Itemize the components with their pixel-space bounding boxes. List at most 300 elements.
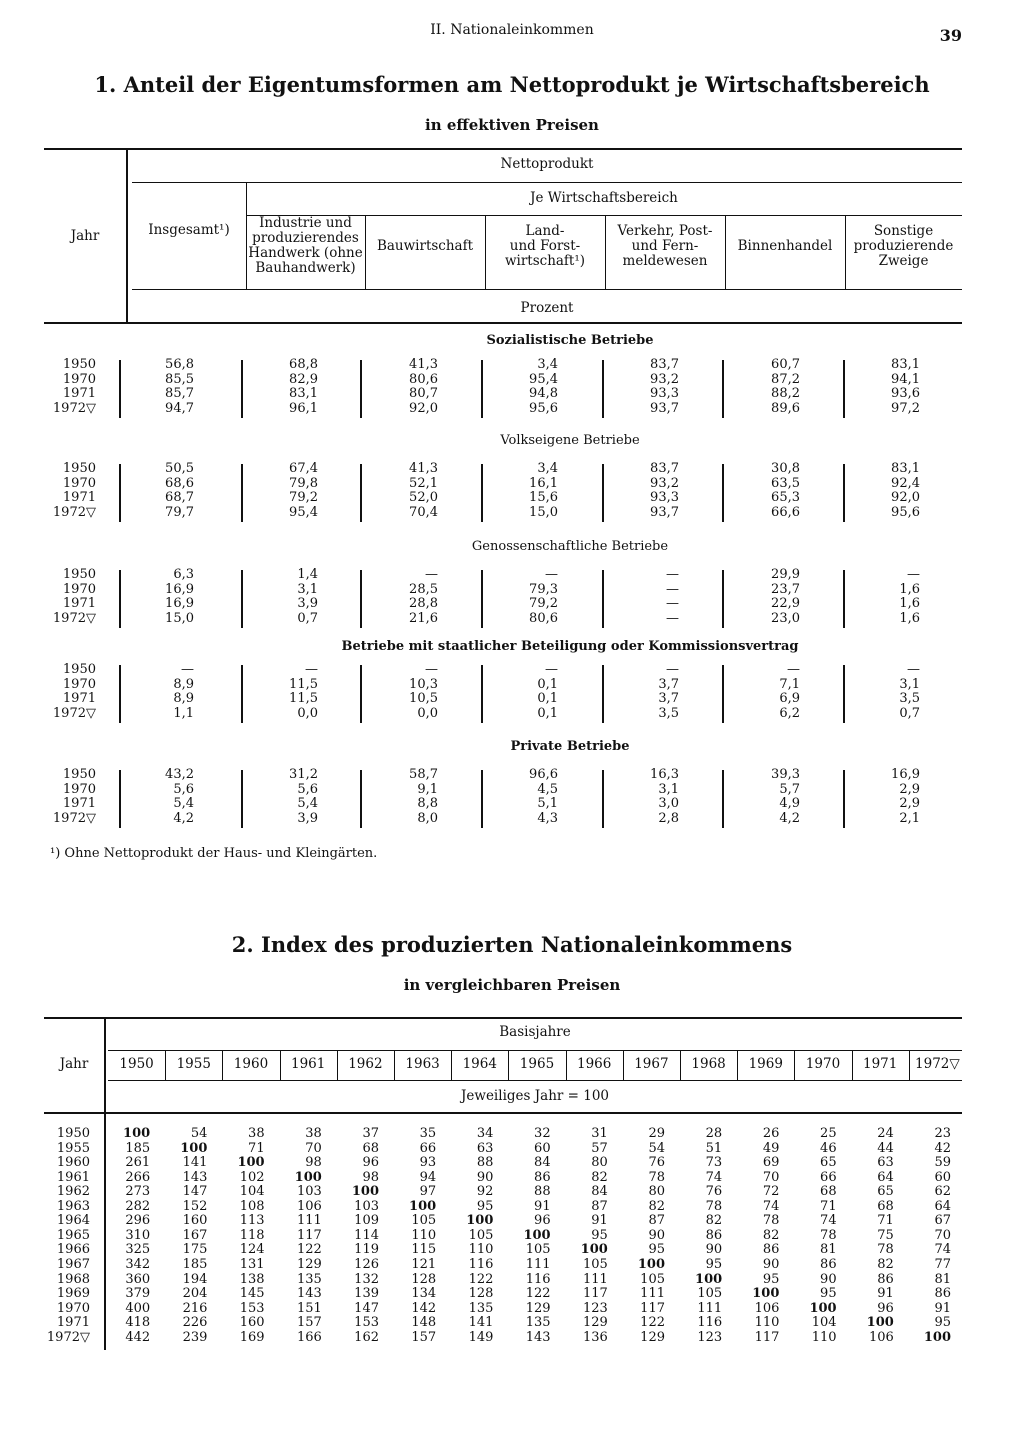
index-value: 63: [476, 1140, 494, 1156]
data-cell: 80,7: [409, 386, 438, 402]
data-cell: 92,4: [891, 475, 920, 491]
index-value: 91: [591, 1213, 608, 1229]
column-divider: [852, 1050, 853, 1080]
data-cell: 3,9: [297, 596, 318, 612]
column-header: Bauwirtschaft: [376, 238, 474, 254]
data-cell: 4,3: [537, 810, 558, 826]
column-divider: [165, 1050, 166, 1080]
index-value: 105: [468, 1227, 494, 1243]
row-year: 1967: [56, 1256, 90, 1272]
data-cell: —: [666, 610, 679, 626]
data-cell: 16,9: [165, 581, 194, 597]
index-value: 96: [877, 1300, 894, 1316]
index-value: 105: [582, 1256, 608, 1272]
row-year: 1970: [62, 581, 96, 597]
column-divider: [394, 1050, 395, 1080]
row-year: 1964: [56, 1213, 90, 1229]
column-divider: [737, 1050, 738, 1080]
data-cell: 3,9: [297, 810, 318, 826]
index-value: 418: [125, 1315, 151, 1331]
base-year-header: 1964: [462, 1056, 497, 1072]
jahr-header: Jahr: [59, 1056, 89, 1072]
row-year: 1971: [62, 490, 96, 506]
index-value: 100: [294, 1169, 322, 1185]
index-value: 166: [296, 1329, 322, 1345]
index-value: 100: [695, 1271, 723, 1287]
base-year-header: 1971: [863, 1056, 898, 1072]
data-cell: 93,7: [650, 504, 679, 520]
data-cell: —: [666, 567, 679, 582]
index-value: 62: [934, 1184, 951, 1200]
group-bar: [843, 770, 845, 828]
index-value: 167: [182, 1227, 208, 1243]
jahr-header: Jahr: [70, 228, 100, 244]
data-cell: 43,2: [165, 767, 194, 782]
group-bar: [360, 770, 362, 828]
data-cell: 15,0: [165, 610, 194, 626]
index-value: 91: [877, 1286, 894, 1302]
index-value: 143: [525, 1329, 551, 1345]
group-bar: [119, 770, 121, 828]
index-value: 135: [468, 1300, 494, 1316]
index-value: 25: [820, 1126, 837, 1141]
index-value: 64: [934, 1198, 951, 1214]
index-value: 38: [248, 1126, 265, 1141]
data-cell: 3,4: [537, 461, 558, 476]
index-value: 160: [239, 1315, 265, 1331]
running-header: II. Nationaleinkommen: [430, 22, 594, 38]
index-value: 110: [468, 1242, 494, 1258]
data-cell: 8,8: [417, 796, 438, 812]
index-value: 42: [934, 1140, 951, 1156]
data-cell: 16,9: [165, 596, 194, 612]
data-cell: 31,2: [289, 767, 318, 782]
index-value: 69: [762, 1155, 780, 1171]
index-value: 28: [705, 1126, 723, 1141]
index-value: 143: [296, 1286, 322, 1302]
basisjahre-header: Basisjahre: [499, 1024, 571, 1040]
index-value: 261: [125, 1155, 151, 1171]
index-value: 204: [182, 1286, 208, 1302]
index-value: 123: [697, 1329, 723, 1345]
data-cell: —: [666, 581, 679, 597]
data-cell: 0,7: [297, 610, 318, 626]
index-value: 100: [466, 1213, 494, 1229]
index-value: 100: [866, 1315, 894, 1331]
data-cell: 93,6: [891, 386, 920, 402]
index-value: 273: [125, 1184, 151, 1200]
data-cell: 83,1: [289, 386, 318, 402]
base-year-header: 1950: [119, 1056, 154, 1072]
data-cell: 5,7: [779, 781, 800, 797]
index-value: 95: [820, 1286, 837, 1302]
index-value: 128: [411, 1271, 437, 1287]
index-value: 110: [754, 1315, 780, 1331]
data-cell: 93,3: [650, 490, 679, 506]
index-value: 71: [248, 1140, 265, 1156]
index-value: 100: [237, 1155, 265, 1171]
index-value: 95: [476, 1198, 494, 1214]
data-cell: 6,9: [779, 691, 800, 707]
group-bar: [602, 464, 604, 522]
index-value: 100: [809, 1300, 837, 1316]
index-value: 104: [811, 1315, 837, 1331]
group-bar: [843, 360, 845, 418]
index-value: 100: [637, 1256, 665, 1272]
data-cell: 68,8: [289, 357, 318, 372]
index-value: 70: [305, 1140, 322, 1156]
data-cell: 21,6: [409, 610, 438, 626]
table2-divider: [104, 1017, 106, 1112]
index-value: 91: [534, 1198, 551, 1214]
page-number: 39: [939, 26, 962, 45]
column-divider: [680, 1050, 681, 1080]
group-bar: [602, 570, 604, 628]
data-cell: 41,3: [409, 357, 438, 372]
index-value: 90: [820, 1271, 837, 1287]
row-year: 1966: [56, 1242, 90, 1258]
index-value: 95: [762, 1271, 780, 1287]
index-value: 57: [591, 1140, 608, 1156]
jeweiliges-jahr-header: Jeweiliges Jahr = 100: [460, 1088, 610, 1104]
index-value: 86: [877, 1271, 894, 1287]
index-value: 342: [125, 1256, 151, 1272]
table1-rule: [132, 289, 962, 290]
data-cell: 80,6: [409, 371, 438, 387]
group-bar: [722, 570, 724, 628]
index-value: 80: [591, 1155, 608, 1171]
column-divider: [623, 1050, 624, 1080]
index-value: 78: [705, 1198, 723, 1214]
index-value: 87: [648, 1213, 665, 1229]
group-bar: [602, 770, 604, 828]
index-value: 74: [705, 1169, 723, 1185]
row-year: 1971: [56, 1315, 90, 1331]
index-value: 135: [296, 1271, 322, 1287]
index-value: 76: [648, 1155, 665, 1171]
row-year: 1961: [56, 1169, 90, 1185]
index-value: 126: [354, 1256, 379, 1272]
index-value: 68: [877, 1198, 894, 1214]
index-value: 400: [125, 1300, 151, 1316]
data-cell: 28,8: [409, 596, 438, 612]
data-cell: 94,1: [891, 371, 920, 387]
data-cell: 5,4: [297, 796, 318, 812]
index-value: 95: [648, 1242, 665, 1258]
index-value: 129: [582, 1315, 608, 1331]
group-bar: [119, 360, 121, 418]
index-value: 87: [591, 1198, 608, 1214]
data-cell: 16,3: [650, 767, 679, 782]
data-cell: 10,5: [409, 691, 438, 707]
index-value: 131: [239, 1256, 265, 1272]
index-value: 88: [534, 1184, 551, 1200]
data-cell: 3,1: [658, 781, 679, 797]
row-year: 1965: [56, 1227, 90, 1243]
data-cell: 4,9: [779, 796, 800, 812]
index-value: 94: [419, 1169, 437, 1185]
row-year: 1972▽: [52, 400, 96, 416]
index-value: 124: [239, 1242, 265, 1258]
index-value: 325: [125, 1242, 151, 1258]
table1-top-rule: [44, 148, 962, 150]
group-bar: [722, 665, 724, 723]
index-value: 122: [525, 1286, 551, 1302]
group-bar: [360, 464, 362, 522]
base-year-header: 1972▽: [915, 1056, 960, 1072]
data-cell: 93,2: [650, 371, 679, 387]
index-value: 84: [591, 1184, 608, 1200]
index-value: 76: [705, 1184, 723, 1200]
index-value: 145: [239, 1286, 265, 1302]
index-value: 90: [762, 1256, 780, 1272]
data-cell: 1,6: [899, 596, 920, 612]
index-value: 100: [752, 1286, 780, 1302]
data-cell: 30,8: [771, 461, 800, 476]
data-cell: 50,5: [165, 461, 194, 476]
base-year-header: 1960: [233, 1056, 269, 1072]
index-value: 148: [411, 1315, 437, 1331]
data-cell: 5,1: [537, 796, 558, 812]
index-value: 175: [182, 1242, 208, 1258]
index-value: 100: [351, 1184, 379, 1200]
index-value: 360: [125, 1271, 151, 1287]
index-value: 95: [705, 1256, 723, 1272]
index-value: 95: [591, 1227, 608, 1243]
index-value: 82: [591, 1169, 608, 1185]
index-value: 103: [354, 1198, 379, 1214]
data-cell: 2,8: [658, 810, 679, 826]
data-cell: 83,1: [891, 461, 920, 476]
data-cell: 63,5: [771, 475, 800, 491]
index-value: 379: [125, 1286, 151, 1302]
data-cell: 7,1: [779, 676, 800, 692]
index-value: 115: [411, 1242, 437, 1258]
section-heading: Genossenschaftliche Betriebe: [471, 539, 669, 554]
index-value: 118: [239, 1227, 265, 1243]
data-cell: 2,9: [899, 781, 920, 797]
data-cell: 92,0: [409, 400, 438, 416]
data-cell: —: [666, 662, 679, 677]
index-value: 149: [468, 1329, 494, 1345]
index-value: 59: [934, 1155, 951, 1171]
index-value: 78: [648, 1169, 665, 1185]
group-bar: [843, 570, 845, 628]
row-year: 1972▽: [46, 1329, 90, 1345]
index-value: 91: [934, 1300, 951, 1316]
data-cell: 3,1: [297, 581, 318, 597]
data-cell: 3,0: [658, 796, 679, 812]
index-value: 86: [820, 1256, 837, 1272]
index-value: 46: [820, 1140, 837, 1156]
index-value: 75: [877, 1227, 894, 1243]
data-cell: 80,6: [529, 610, 558, 626]
data-cell: 9,1: [417, 781, 438, 797]
group-bar: [843, 665, 845, 723]
data-cell: 60,7: [771, 357, 800, 372]
data-cell: 87,2: [771, 371, 800, 387]
index-value: 54: [190, 1126, 208, 1141]
column-divider: [337, 1050, 338, 1080]
index-value: 65: [820, 1155, 837, 1171]
row-year: 1972▽: [52, 810, 96, 826]
data-cell: 95,4: [289, 504, 318, 520]
index-value: 78: [820, 1227, 837, 1243]
data-cell: 68,6: [165, 475, 194, 491]
data-cell: 66,6: [771, 504, 800, 520]
data-cell: 88,2: [771, 386, 800, 402]
index-value: 100: [580, 1242, 608, 1258]
index-value: 38: [305, 1126, 322, 1141]
index-value: 111: [640, 1286, 665, 1302]
index-value: 65: [877, 1184, 894, 1200]
row-year: 1969: [56, 1286, 90, 1302]
data-cell: —: [666, 596, 679, 612]
row-year: 1972▽: [52, 705, 96, 721]
row-year: 1971: [62, 596, 96, 612]
data-cell: 95,6: [891, 504, 920, 520]
data-cell: 15,6: [529, 490, 558, 506]
group-bar: [241, 570, 243, 628]
index-value: 106: [868, 1329, 894, 1345]
index-value: 51: [705, 1140, 723, 1156]
index-value: 32: [534, 1126, 551, 1141]
row-year: 1950: [56, 1126, 90, 1141]
data-cell: 83,1: [891, 357, 920, 372]
index-value: 266: [125, 1169, 151, 1185]
index-value: 88: [476, 1155, 494, 1171]
index-value: 134: [411, 1286, 437, 1302]
data-cell: —: [545, 567, 558, 582]
section-heading: Sozialistische Betriebe: [486, 333, 654, 348]
group-bar: [241, 770, 243, 828]
index-value: 70: [762, 1169, 780, 1185]
index-value: 68: [820, 1184, 837, 1200]
data-cell: 11,5: [289, 676, 318, 692]
index-value: 97: [419, 1184, 437, 1200]
index-value: 90: [705, 1242, 723, 1258]
column-header: Verkehr, Post- und Fern- meldewesen: [617, 223, 713, 269]
row-year: 1950: [62, 567, 96, 582]
index-value: 226: [182, 1315, 208, 1331]
data-cell: 2,9: [899, 796, 920, 812]
index-value: 142: [411, 1300, 437, 1316]
index-value: 67: [934, 1213, 951, 1229]
group-bar: [119, 665, 121, 723]
base-year-header: 1970: [805, 1056, 841, 1072]
index-value: 117: [640, 1300, 665, 1316]
index-value: 157: [411, 1329, 437, 1345]
index-value: 29: [648, 1126, 665, 1141]
data-cell: —: [907, 567, 920, 582]
index-value: 119: [354, 1242, 379, 1258]
index-value: 185: [125, 1140, 151, 1156]
index-value: 93: [419, 1155, 437, 1171]
index-value: 103: [296, 1184, 322, 1200]
base-year-header: 1961: [291, 1056, 326, 1072]
base-year-header: 1969: [748, 1056, 783, 1072]
index-value: 98: [305, 1155, 322, 1171]
row-year: 1970: [56, 1300, 90, 1316]
data-cell: 5,6: [173, 781, 194, 797]
data-cell: 4,2: [173, 810, 194, 826]
index-value: 66: [820, 1169, 837, 1185]
index-value: 82: [648, 1198, 665, 1214]
index-value: 105: [525, 1242, 551, 1258]
index-value: 26: [762, 1126, 780, 1141]
row-year: 1970: [62, 676, 96, 692]
table1-rule: [132, 182, 962, 183]
prozent-header: Prozent: [520, 300, 574, 316]
index-value: 122: [296, 1242, 322, 1258]
table2-head-bottom-rule: [44, 1112, 962, 1114]
data-cell: 70,4: [409, 504, 438, 520]
index-value: 105: [640, 1271, 665, 1287]
data-cell: 28,5: [409, 581, 438, 597]
data-cell: 56,8: [165, 357, 194, 372]
data-cell: 39,3: [771, 767, 800, 782]
group-bar: [119, 570, 121, 628]
data-cell: 95,6: [529, 400, 558, 416]
data-cell: 3,7: [658, 691, 679, 707]
index-value: 105: [411, 1213, 437, 1229]
data-cell: 79,8: [289, 475, 318, 491]
index-value: 73: [705, 1155, 723, 1171]
index-value: 122: [468, 1271, 494, 1287]
index-value: 239: [182, 1329, 208, 1345]
index-value: 35: [419, 1126, 437, 1141]
data-cell: 3,7: [658, 676, 679, 692]
group-bar: [360, 665, 362, 723]
data-cell: 15,0: [529, 504, 558, 520]
data-cell: 23,0: [771, 610, 800, 626]
index-value: 106: [754, 1300, 780, 1316]
base-year-header: 1962: [348, 1056, 383, 1072]
index-value: 138: [239, 1271, 265, 1287]
wirtschaftsbereich-header: Je Wirtschaftsbereich: [530, 190, 678, 206]
index-value: 141: [468, 1315, 494, 1331]
data-cell: 8,0: [417, 810, 438, 826]
data-cell: 67,4: [289, 461, 318, 476]
table1-head-bottom-rule: [44, 322, 962, 324]
row-year: 1963: [56, 1198, 90, 1214]
data-cell: 29,9: [771, 567, 800, 582]
column-header: Binnenhandel: [737, 238, 833, 254]
column-divider: [451, 1050, 452, 1080]
index-value: 129: [296, 1256, 322, 1272]
section-heading: Betriebe mit staatlicher Beteiligung oder Kommissionsvertrag: [341, 639, 799, 654]
data-cell: 3,1: [899, 676, 920, 692]
index-value: 31: [591, 1126, 608, 1141]
index-value: 54: [648, 1140, 665, 1156]
column-divider: [566, 1050, 567, 1080]
index-value: 82: [762, 1227, 780, 1243]
group-bar: [119, 464, 121, 522]
data-cell: —: [425, 567, 438, 582]
index-value: 123: [582, 1300, 608, 1316]
index-value: 117: [296, 1227, 322, 1243]
index-value: 68: [362, 1140, 379, 1156]
data-cell: 79,3: [529, 581, 558, 597]
row-year: 1950: [62, 767, 96, 782]
index-value: 100: [523, 1227, 551, 1243]
data-cell: —: [787, 662, 800, 677]
data-cell: 95,4: [529, 371, 558, 387]
index-value: 117: [582, 1286, 608, 1302]
data-cell: 8,9: [173, 676, 194, 692]
index-value: 169: [239, 1329, 265, 1345]
index-value: 49: [762, 1140, 780, 1156]
